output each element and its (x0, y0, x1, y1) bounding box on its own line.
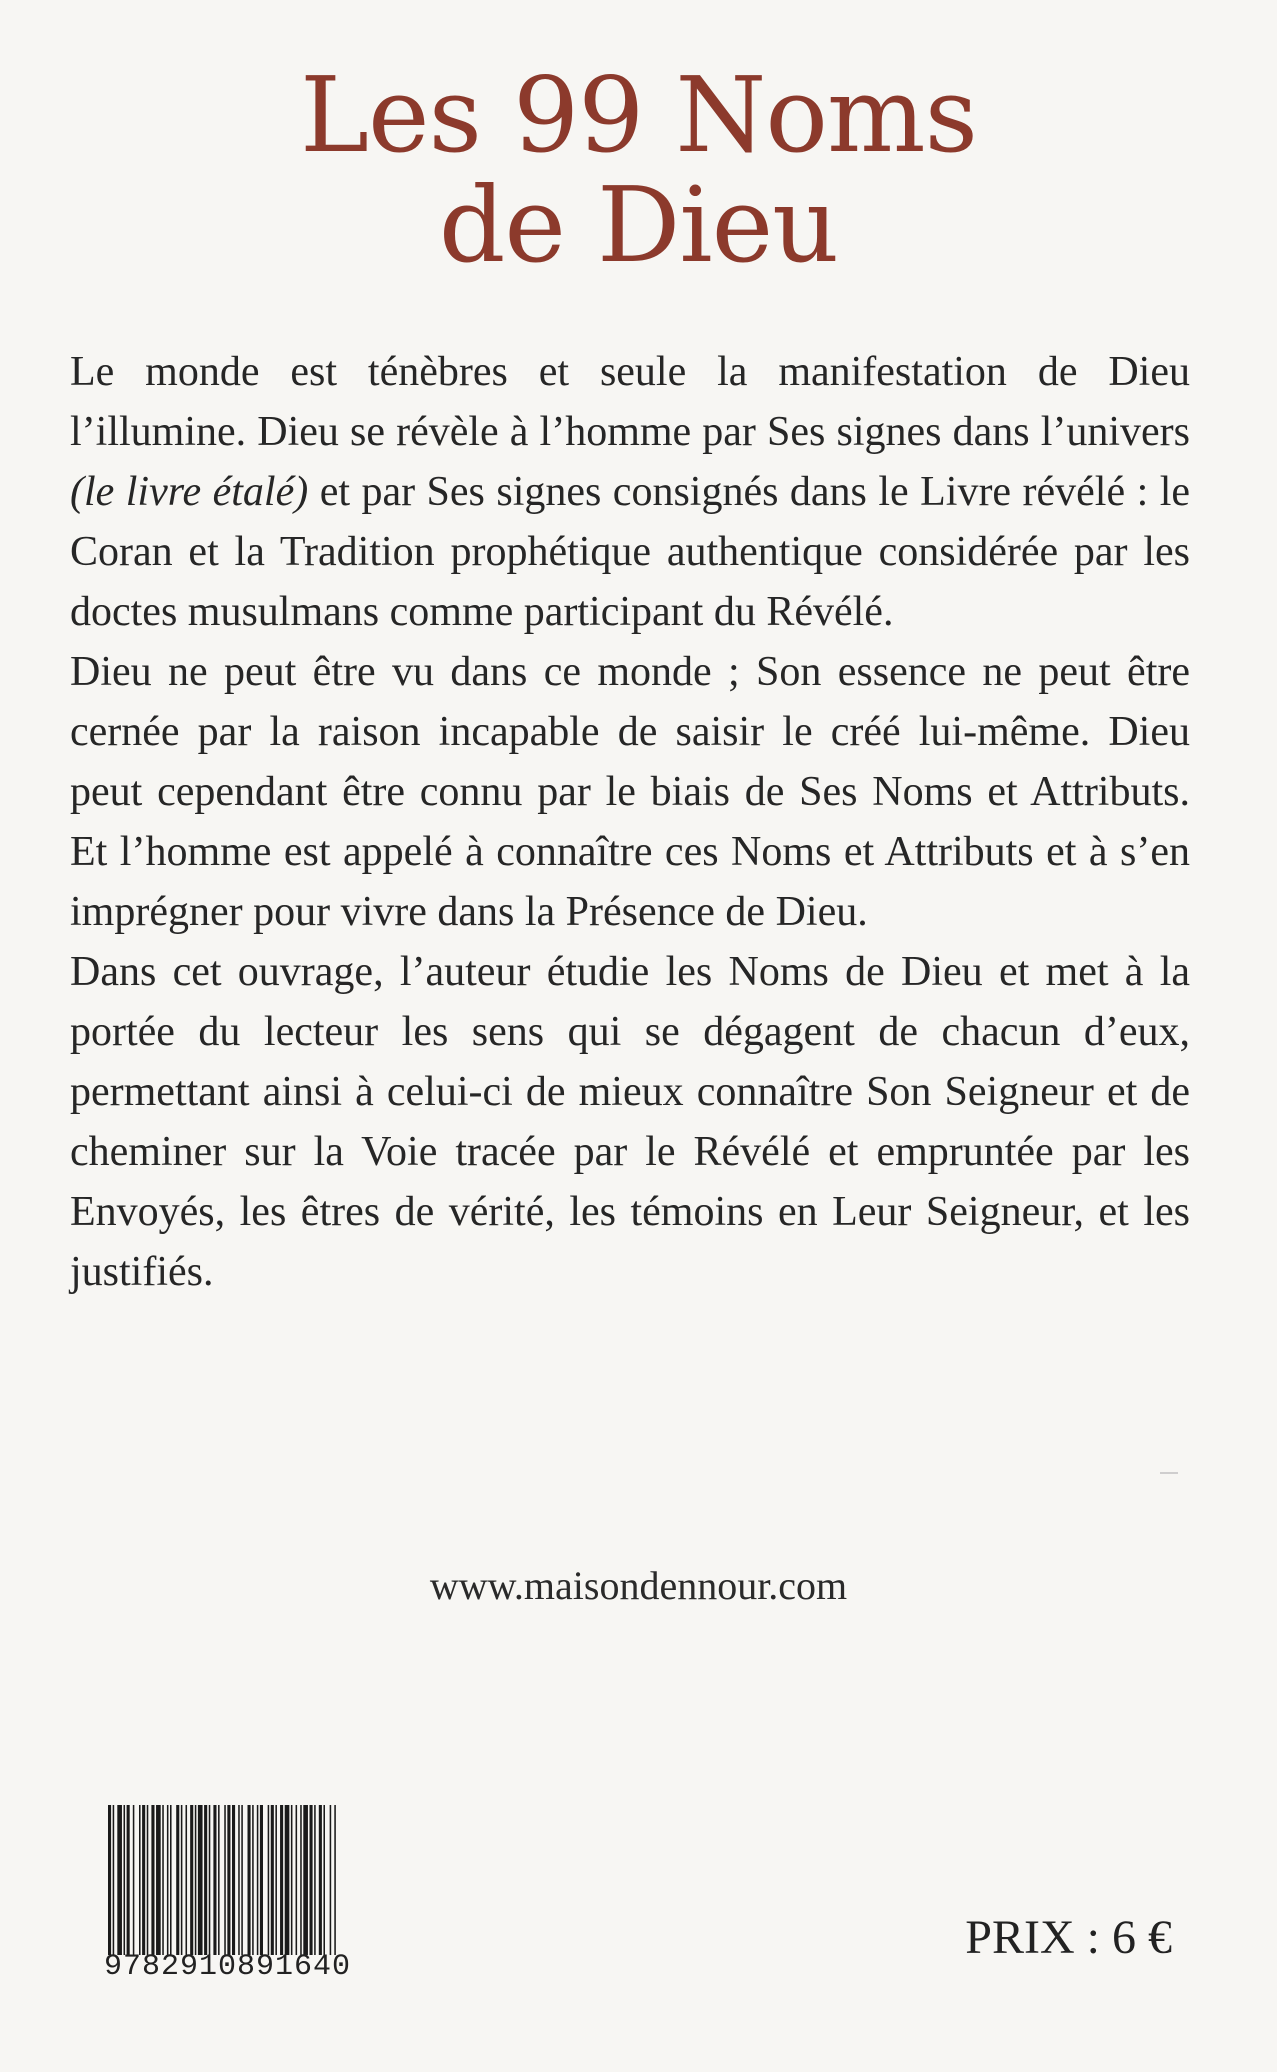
blurb-paragraph-1-text-a: Le monde est ténèbres et seule la manifestation de Dieu l’illumine. Dieu se révèle à l’homme par Ses signes dans l’univers (70, 349, 1190, 455)
barcode-bar (198, 1805, 203, 1955)
barcode-bar (213, 1805, 216, 1955)
blurb-paragraph-3: Dans cet ouvrage, l’auteur étudie les Noms de Dieu et met à la portée du lecteur les sens qui se dégagent de chacun d’eux, permettant ainsi à celui-ci de mieux connaître Son Seigneur et de cheminer sur la Voie tracée par le Révélé et empruntée par les Envoyés, les êtres de vérité, les témoins en Leur Seigneur, et les justifiés. (70, 949, 1190, 1295)
barcode-bar (151, 1805, 154, 1955)
barcode-bar (227, 1805, 230, 1955)
barcode-bar (248, 1805, 251, 1955)
back-cover-blurb (70, 342, 1190, 1302)
barcode-bar (260, 1805, 263, 1955)
barcode-bar (108, 1805, 111, 1955)
barcode-bar (310, 1805, 313, 1955)
barcode-bar (330, 1805, 332, 1955)
barcode-bar (142, 1805, 145, 1955)
barcode-bar (314, 1805, 316, 1955)
barcode-bar (117, 1805, 122, 1955)
barcode-bar (167, 1805, 169, 1955)
barcode-bar (300, 1805, 302, 1955)
barcode-bar (280, 1805, 283, 1955)
barcode-bar (170, 1805, 172, 1955)
isbn-digits: 9782910891640 (104, 1950, 352, 1984)
barcode-bar (323, 1805, 325, 1955)
barcode-bar (285, 1805, 290, 1955)
barcode-bar (275, 1805, 277, 1955)
barcode-bar (296, 1805, 298, 1955)
barcode-bar (257, 1805, 259, 1955)
barcode-bar (291, 1805, 293, 1955)
barcode-bar (162, 1805, 164, 1955)
barcode-bar (252, 1805, 254, 1955)
book-title (0, 54, 1277, 286)
barcode-bar (218, 1805, 220, 1955)
barcode-bar (113, 1805, 115, 1955)
barcode-bar (176, 1805, 179, 1955)
blurb-paragraph-1-italic: (le livre étalé) (70, 469, 309, 515)
barcode-bar (190, 1805, 193, 1955)
barcode-bar (204, 1805, 207, 1955)
barcode-bar (303, 1805, 308, 1955)
barcode-bar (124, 1805, 126, 1955)
book-title-line-1: Les 99 Noms (299, 54, 978, 176)
print-speck (1160, 1472, 1178, 1474)
barcode-bar (271, 1805, 274, 1955)
barcode-bar (334, 1805, 336, 1955)
barcode-bar (186, 1805, 188, 1955)
barcode-bar (139, 1805, 141, 1955)
blurb-paragraph-1-text-b: et par Ses signes consignés dans le Livre révélé : le Coran et la Tradition prophétique authentique considérée par les doctes musulmans comme participant du Révélé. (70, 469, 1191, 635)
barcode-bar (319, 1805, 322, 1955)
isbn-barcode (104, 1805, 416, 1955)
barcode-bar (241, 1805, 243, 1955)
barcode-bar (127, 1805, 130, 1955)
barcode-bar (147, 1805, 149, 1955)
barcode-bar (232, 1805, 235, 1955)
barcode-bar (209, 1805, 211, 1955)
barcode-bar (181, 1805, 183, 1955)
blurb-paragraph-1 (70, 342, 1190, 642)
barcode-bar (238, 1805, 240, 1955)
price-label: PRIX : 6 € (965, 1911, 1172, 1964)
barcode-bar (268, 1805, 270, 1955)
barcode-bar (195, 1805, 197, 1955)
barcode-bar (156, 1805, 161, 1955)
barcode-bars (104, 1805, 416, 1955)
barcode-bar (224, 1805, 226, 1955)
blurb-paragraph-2: Dieu ne peut être vu dans ce monde ; Son essence ne peut être cernée par la raison incapable de saisir le créé lui-même. Dieu peut cependant être connu par le biais de Ses Noms et Attributs. Et l’homme est appelé à connaître ces Noms et Attributs et à s’en imprégner pour vivre dans la Présence de Dieu. (70, 649, 1190, 935)
barcode-bar (133, 1805, 135, 1955)
book-title-line-2: de Dieu (438, 164, 839, 286)
publisher-website: www.maisondennour.com (429, 1563, 848, 1608)
